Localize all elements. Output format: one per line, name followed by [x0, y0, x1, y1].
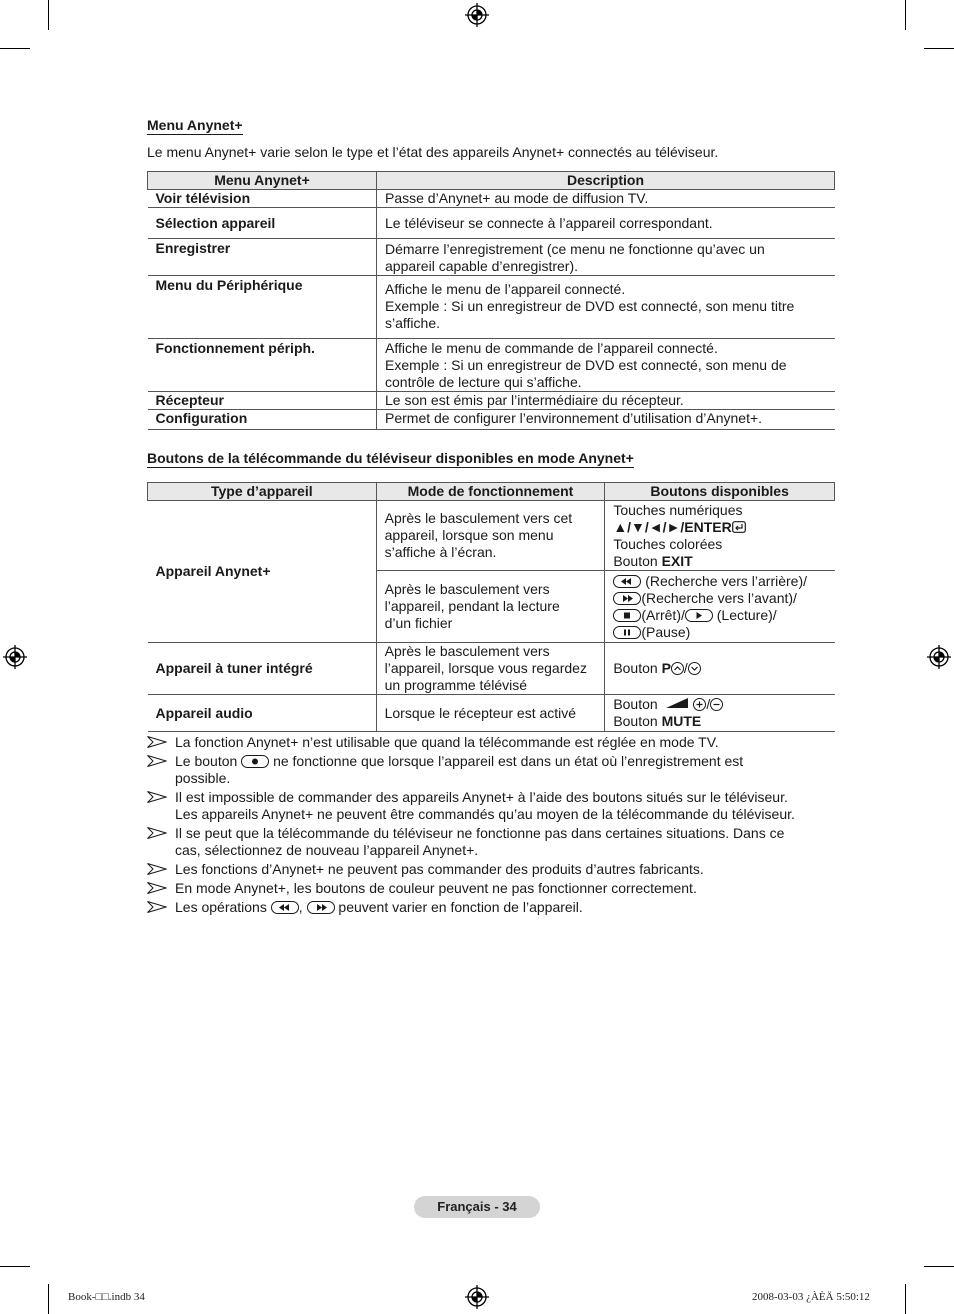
buttons-cell: Bouton P / [605, 643, 835, 695]
section-title-menu-anynet: Menu Anynet+ [147, 117, 243, 133]
note-arrow-icon [147, 827, 167, 839]
enter-icon [732, 521, 746, 533]
column-header: Menu Anynet+ [148, 172, 377, 190]
crop-mark [48, 0, 49, 30]
list-item: Il se peut que la télécommande du téléviseur ne fonctionne pas dans certaines situations. Dans ce cas, sélectionnez de nouveau l’appareil Anynet+. [147, 825, 835, 859]
row-description: Le son est émis par l’intermédiaire du récepteur. [377, 392, 835, 410]
registration-mark-icon [927, 645, 951, 669]
registration-mark-icon [3, 645, 27, 669]
buttons-cell: (Recherche vers l’arrière)/ (Recherche vers l’avant)/ (Arrêt)/ (Lecture)/ (Pause) [605, 571, 835, 643]
mode-cell: Après le basculement vers l’appareil, pendant la lecture d’un fichier [376, 571, 605, 643]
row-description: Permet de configurer l’environnement d’utilisation d’Anynet+. [377, 410, 835, 430]
table-header-row [148, 172, 835, 190]
table-row [148, 410, 835, 430]
row-label: Sélection appareil [148, 208, 377, 239]
crop-mark [0, 48, 30, 49]
crop-mark [0, 1266, 30, 1267]
crop-mark [924, 48, 954, 49]
column-header: Mode de fonctionnement [376, 483, 605, 501]
note-arrow-icon [147, 736, 167, 748]
row-description: Démarre l’enregistrement (ce menu ne fonctionne qu’avec un appareil capable d’enregistrer). [377, 239, 835, 276]
stop-button-icon [613, 609, 641, 622]
menu-anynet-table [147, 171, 835, 430]
row-label: Enregistrer [148, 239, 377, 276]
registration-mark-icon [465, 1285, 489, 1309]
row-label: Menu du Périphérique [148, 276, 377, 339]
table-row [148, 501, 835, 571]
buttons-cell: Bouton / Bouton MUTE [605, 695, 835, 732]
crop-mark [905, 0, 906, 30]
row-label: Voir télévision [148, 190, 377, 208]
record-button-icon [241, 755, 269, 768]
page-number-badge: Français - 34 [414, 1196, 540, 1218]
table-row [148, 276, 835, 339]
page-content [147, 117, 835, 918]
channel-up-icon [671, 662, 684, 675]
intro-paragraph: Le menu Anynet+ varie selon le type et l’état des appareils Anynet+ connectés au téléviseur. [147, 144, 719, 160]
row-label: Configuration [148, 410, 377, 430]
column-header: Boutons disponibles [605, 483, 835, 501]
mode-cell: Lorsque le récepteur est activé [376, 695, 605, 732]
rewind-button-icon [271, 901, 299, 914]
note-arrow-icon [147, 863, 167, 875]
list-item: Les fonctions d’Anynet+ ne peuvent pas commander des produits d’autres fabricants. [147, 861, 835, 878]
note-arrow-icon [147, 755, 167, 767]
list-item: En mode Anynet+, les boutons de couleur peuvent ne pas fonctionner correctement. [147, 880, 835, 897]
row-label: Appareil à tuner intégré [148, 643, 377, 695]
table-header-row [148, 483, 835, 501]
row-label: Appareil audio [148, 695, 377, 732]
table-row [148, 208, 835, 239]
crop-mark [924, 1266, 954, 1267]
list-item: Il est impossible de commander des appareils Anynet+ à l’aide des boutons situés sur le téléviseur. Les appareils Anynet+ ne peuvent être commandés qu’au moyen de la télécommande du téléviseur. [147, 789, 835, 823]
list-item: La fonction Anynet+ n’est utilisable que quand la télécommande est réglée en mode TV. [147, 734, 835, 751]
mode-cell: Après le basculement vers cet appareil, lorsque son menu s’affiche à l’écran. [376, 501, 605, 571]
fast-forward-button-icon [613, 592, 641, 605]
note-arrow-icon [147, 901, 167, 913]
table-row [148, 239, 835, 276]
rewind-button-icon [613, 575, 641, 588]
channel-down-icon [688, 662, 701, 675]
column-header: Description [377, 172, 835, 190]
row-label: Fonctionnement périph. [148, 339, 377, 392]
table-row [148, 643, 835, 695]
table-row [148, 695, 835, 732]
row-label: Appareil Anynet+ [148, 501, 377, 643]
volume-icon [665, 697, 689, 709]
row-label: Récepteur [148, 392, 377, 410]
crop-mark [48, 1284, 49, 1314]
table-row [148, 190, 835, 208]
list-item: Le bouton ne fonctionne que lorsque l’appareil est dans un état où l’enregistrement est possible. [147, 753, 835, 787]
mode-cell: Après le basculement vers l’appareil, lorsque vous regardez un programme télévisé [376, 643, 605, 695]
print-slug-filename: Book-□□.indb 34 [68, 1291, 145, 1303]
fast-forward-button-icon [307, 901, 335, 914]
volume-down-icon [710, 698, 723, 711]
crop-mark [905, 1284, 906, 1314]
registration-mark-icon [465, 3, 489, 27]
volume-up-icon [693, 698, 706, 711]
section-title-remote-buttons: Boutons de la télécommande du téléviseur disponibles en mode Anynet+ [147, 450, 634, 466]
play-button-icon [685, 609, 713, 622]
note-arrow-icon [147, 791, 167, 803]
notes-list [147, 734, 835, 916]
remote-buttons-table [147, 482, 835, 732]
print-slug-timestamp: 2008-03-03 ¿ÀÈÄ 5:50:12 [752, 1291, 870, 1303]
row-description: Passe d’Anynet+ au mode de diffusion TV. [377, 190, 835, 208]
table-row [148, 339, 835, 392]
row-description: Affiche le menu de commande de l’appareil connecté. Exemple : Si un enregistreur de DVD est connecté, son menu de contrôle de lecture qui s’affiche. [377, 339, 835, 392]
list-item: Les opérations , peuvent varier en fonction de l’appareil. [147, 899, 835, 916]
buttons-cell: Touches numériques ▲/▼/◄/►/ENTER Touches colorées Bouton EXIT [605, 501, 835, 571]
row-description: Le téléviseur se connecte à l’appareil correspondant. [377, 208, 835, 239]
note-arrow-icon [147, 882, 167, 894]
table-row [148, 392, 835, 410]
pause-button-icon [613, 626, 641, 639]
column-header: Type d’appareil [148, 483, 377, 501]
row-description: Affiche le menu de l’appareil connecté. Exemple : Si un enregistreur de DVD est connecté, son menu titre s’affiche. [377, 276, 835, 339]
